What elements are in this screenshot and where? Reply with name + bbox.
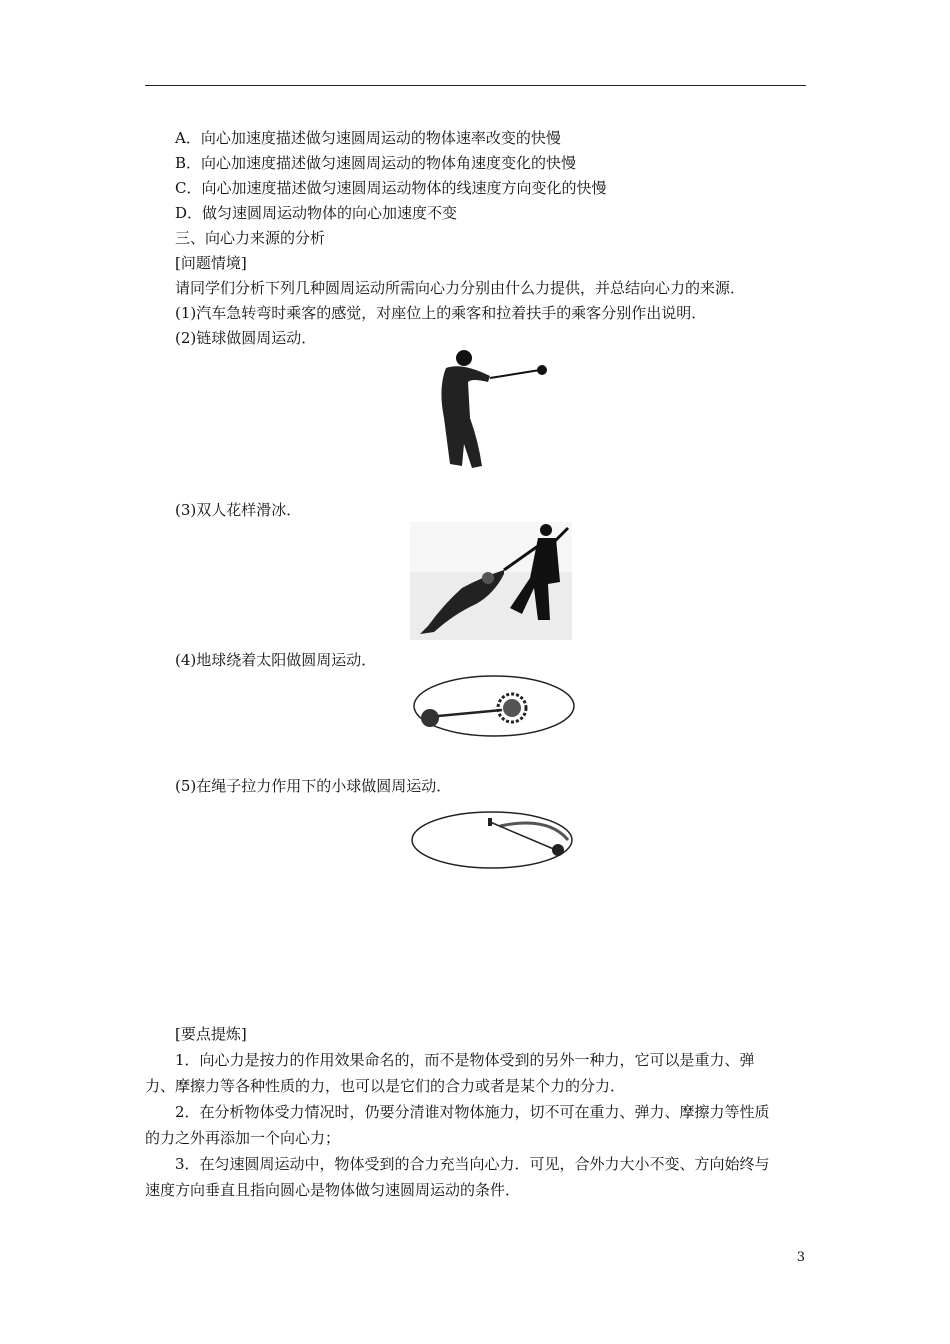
- keypoints-label: [要点提炼]: [175, 1025, 247, 1043]
- keypoint-3-line1: 3．在匀速圆周运动中，物体受到的合力充当向心力．可见，合外力大小不变、方向始终与: [175, 1155, 770, 1173]
- situation-label: [问题情境]: [175, 254, 247, 272]
- keypoint-1-line2: 力、摩擦力等各种性质的力，也可以是它们的合力或者是某个力的分力．: [145, 1077, 626, 1095]
- header-rule: [145, 85, 806, 86]
- option-c: C．向心加速度描述做匀速圆周运动物体的线速度方向变化的快慢: [175, 179, 607, 197]
- item-5: (5)在绳子拉力作用下的小球做圆周运动．: [175, 777, 452, 795]
- earth-sun-orbit-image: [408, 670, 578, 742]
- intro-text: 请同学们分析下列几种圆周运动所需向心力分别由什么力提供，并总结向心力的来源．: [175, 279, 746, 297]
- option-a: A．向心加速度描述做匀速圆周运动的物体速率改变的快慢: [175, 129, 561, 147]
- item-4: (4)地球绕着太阳做圆周运动．: [175, 651, 377, 669]
- keypoint-3-line2: 速度方向垂直且指向圆心是物体做匀速圆周运动的条件．: [145, 1181, 521, 1199]
- option-b: B．向心加速度描述做匀速圆周运动的物体角速度变化的快慢: [175, 154, 577, 172]
- ball-on-string-image: [408, 806, 578, 872]
- item-1: (1)汽车急转弯时乘客的感觉，对座位上的乘客和拉着扶手的乘客分别作出说明．: [175, 304, 707, 322]
- page-number: 3: [796, 1250, 805, 1265]
- option-d: D．做匀速圆周运动物体的向心加速度不变: [175, 204, 458, 222]
- keypoint-1-line1: 1．向心力是按力的作用效果命名的，而不是物体受到的另外一种力，它可以是重力、弹: [175, 1051, 755, 1069]
- item-3: (3)双人花样滑冰．: [175, 501, 302, 519]
- section-title: 三、向心力来源的分析: [175, 229, 326, 247]
- hammer-throw-image: [432, 348, 552, 474]
- pair-skating-image: [410, 522, 572, 640]
- item-2: (2)链球做圆周运动．: [175, 329, 317, 347]
- keypoint-2-line2: 的力之外再添加一个向心力；: [145, 1129, 341, 1147]
- keypoint-2-line1: 2．在分析物体受力情况时，仍要分清谁对物体施力，切不可在重力、弹力、摩擦力等性质: [175, 1103, 770, 1121]
